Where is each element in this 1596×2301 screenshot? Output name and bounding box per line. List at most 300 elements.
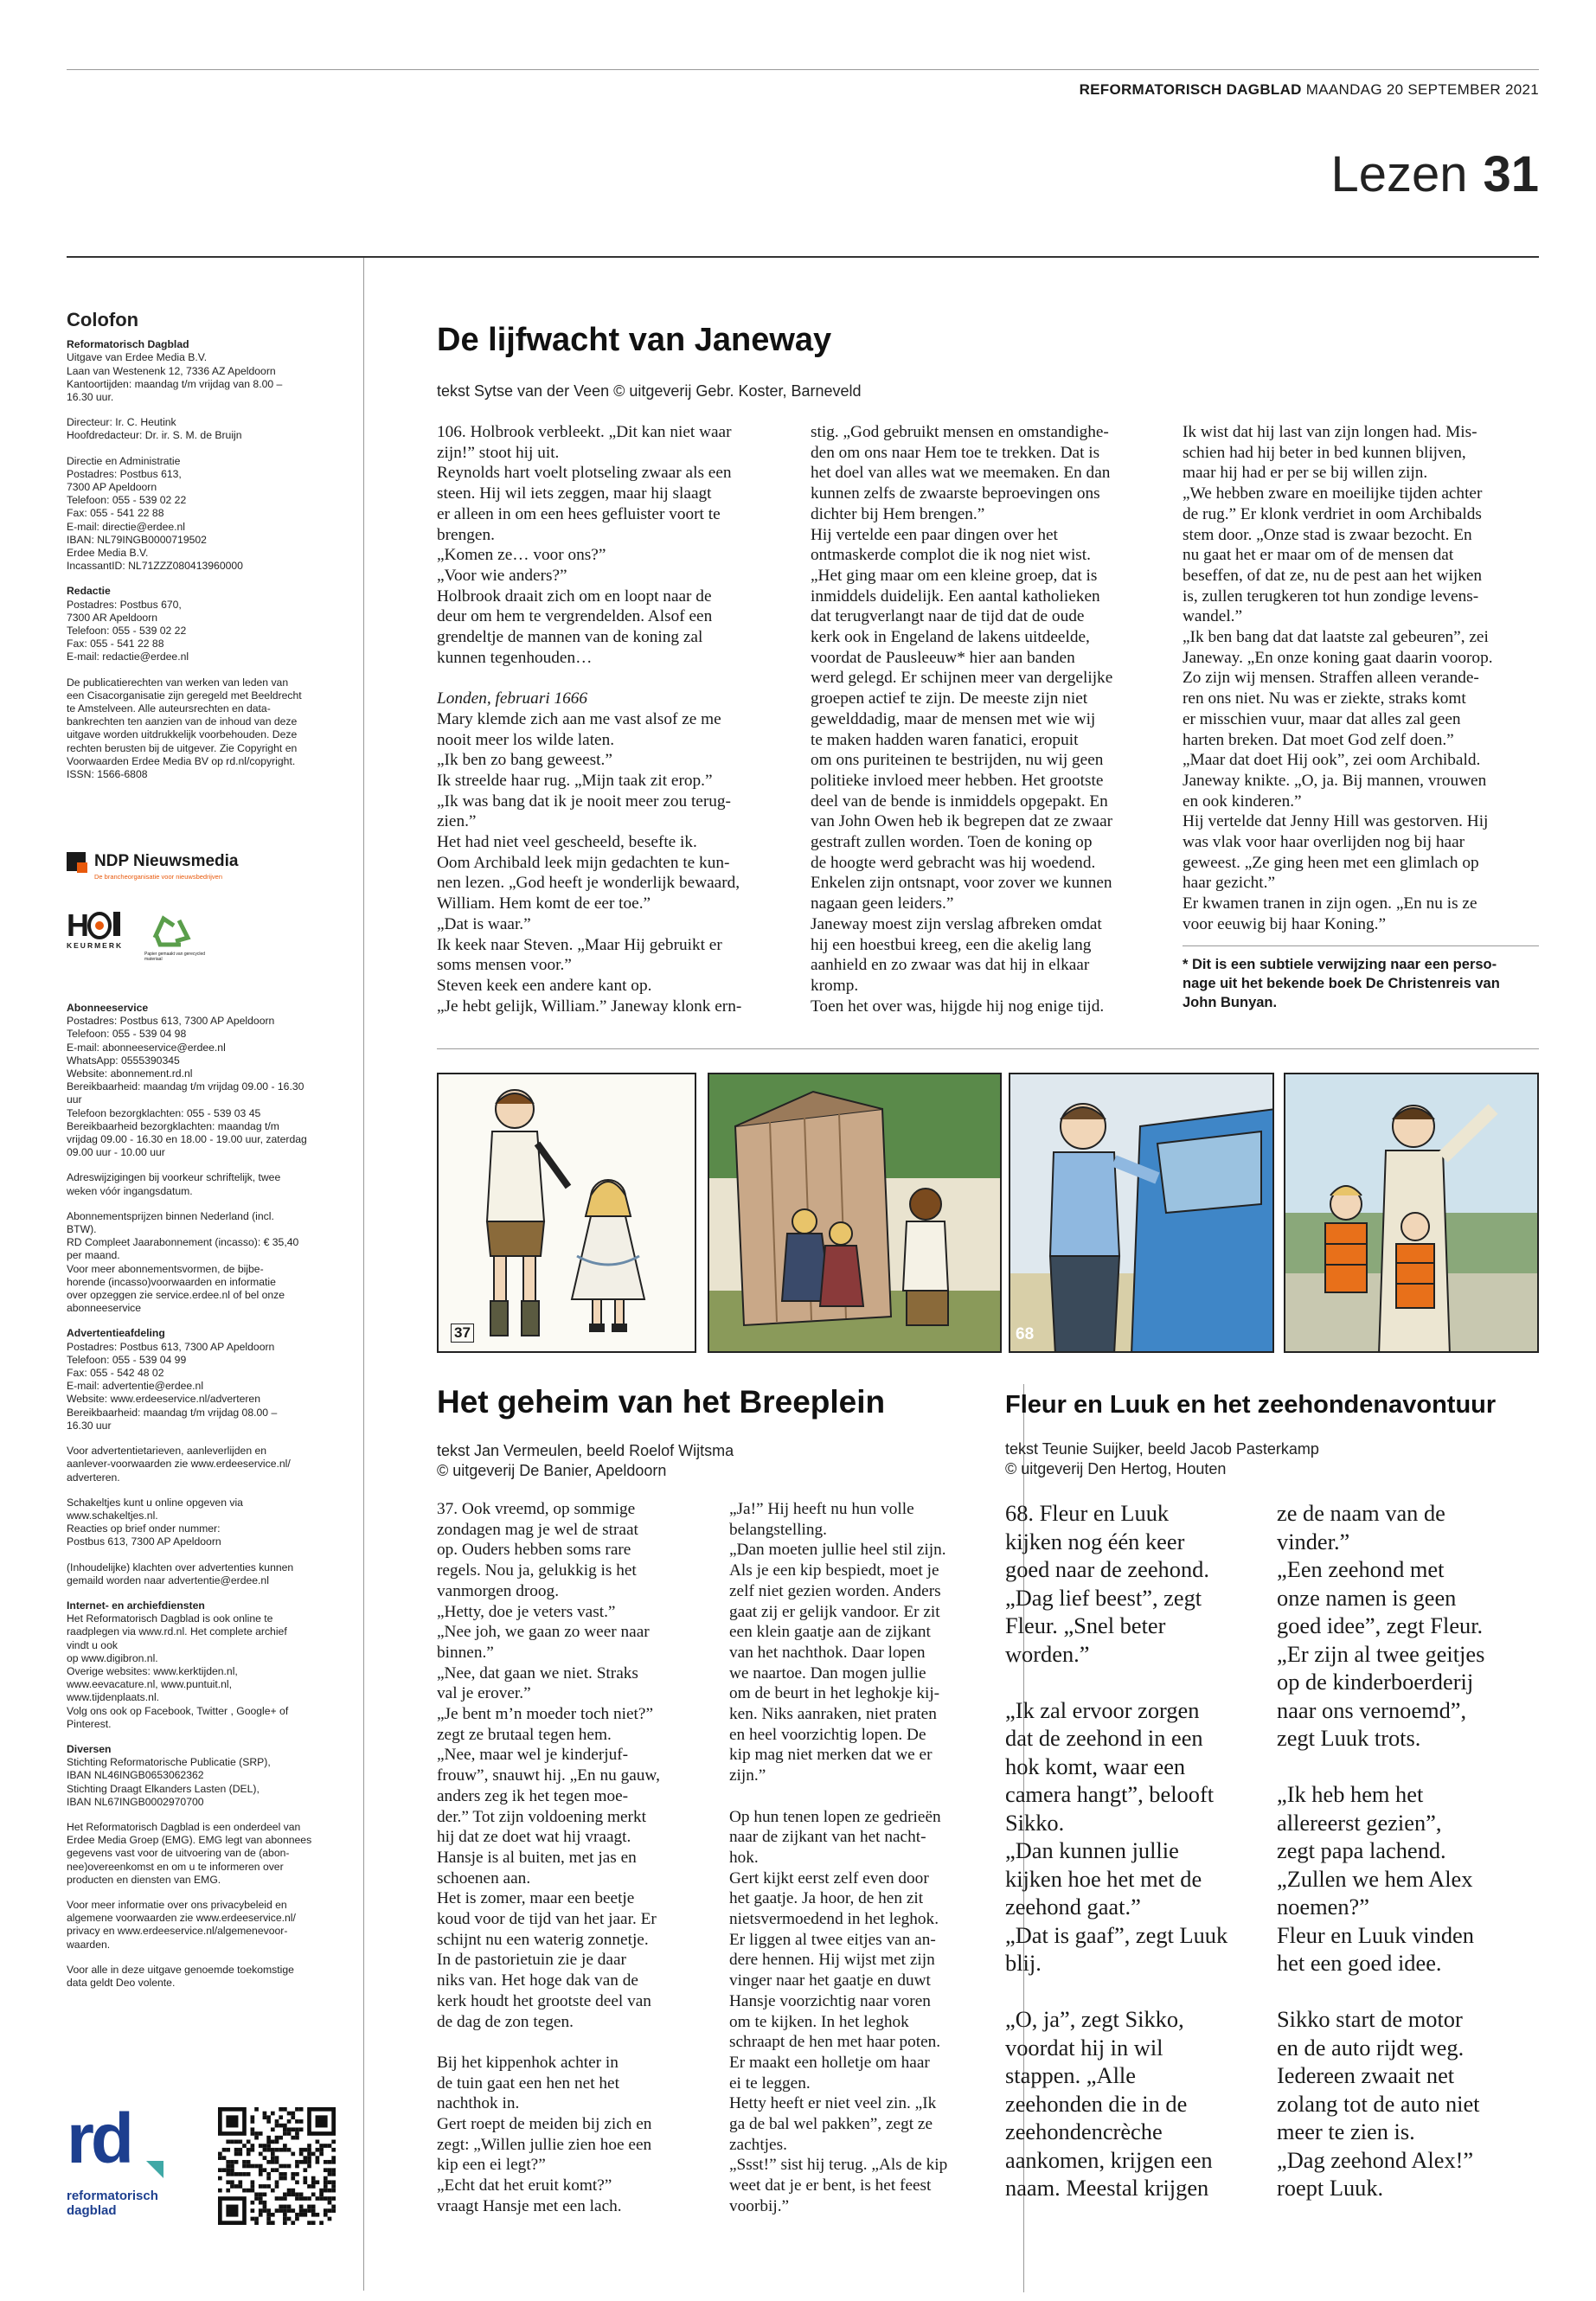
colofon-line: Het Reformatorisch Dagblad is ook online te — [67, 1612, 273, 1625]
text-line: „Dan moeten jullie heel stil zijn. — [729, 1541, 946, 1560]
text-line: 106. Holbrook verbleekt. „Dit kan niet waar — [437, 423, 732, 441]
text-line: dat terugverlangt naar de tijd dat de oude — [811, 607, 1085, 626]
colofon-block — [67, 1497, 352, 1549]
text-line: meer te zien is. — [1277, 2118, 1415, 2144]
text-line: kip een ei legt?” — [437, 2156, 546, 2175]
text-line: zegt: „Willen jullie zien hoe een — [437, 2135, 652, 2154]
text-line: weet dat je er bent, is het feest — [729, 2176, 932, 2195]
text-line: zeehondencrèche — [1005, 2118, 1163, 2144]
text-line: kijken nog één keer — [1005, 1528, 1185, 1554]
text-line: binnen.” — [437, 1643, 494, 1662]
text-line: zegt ze brutaal tegen hem. — [437, 1725, 612, 1744]
text-line: Sikko. — [1005, 1809, 1065, 1836]
text-line: Zo zijn wij mensen. Straffen alleen verande- — [1183, 669, 1479, 688]
text-line: camera hangt”, belooft — [1005, 1781, 1215, 1807]
text-line: van John Owen heb ik begrepen dat ze zwaar — [811, 812, 1113, 831]
text-line: „We hebben zware en moeilijke tijden achter — [1183, 484, 1483, 503]
text-line: Fleur en Luuk vinden — [1277, 1921, 1474, 1948]
text-line: er misschien vuur, maar dat alles zal geen — [1183, 709, 1461, 728]
text-line — [1005, 1668, 1265, 1696]
colofon-line: per maand. — [67, 1249, 120, 1262]
text-line: dere hennen. Hij wijst met zijn — [729, 1951, 935, 1970]
text-line: der.” Tot zijn voldoening merkt — [437, 1807, 646, 1826]
text-line — [1005, 1977, 1265, 2006]
colofon-line: Website: abonnement.rd.nl — [67, 1067, 193, 1080]
text-line: nagaan geen leiders.” — [811, 894, 954, 913]
text-line: „Dat is waar.” — [437, 914, 531, 933]
colofon-line: gemaild worden naar advertentie@erdee.nl — [67, 1574, 269, 1586]
text-line: „Voor wie anders?” — [437, 566, 567, 585]
text-line: ze de naam van de — [1277, 1500, 1445, 1526]
text-line: we naartoe. Dan mogen jullie — [729, 1663, 926, 1682]
text-line: goed idee”, zegt Fleur. — [1277, 1612, 1484, 1638]
colofon-line: 7300 AR Apeldoorn — [67, 611, 158, 624]
colofon-line: IncassantID: NL71ZZZ080413960000 — [67, 560, 243, 573]
colofon-block — [67, 455, 343, 574]
header-rule — [67, 256, 1539, 258]
text-line: en ook kinderen.” — [1183, 792, 1302, 811]
colofon-block — [67, 1561, 352, 1587]
colofon-block-title: Advertentieafdeling — [67, 1327, 165, 1340]
colofon-line: algemene voorwaarden zie www.erdeeservice.nl/ — [67, 1912, 296, 1925]
text-line: „Er zijn al twee geitjes — [1277, 1640, 1485, 1667]
family-waving-illustration — [1285, 1074, 1539, 1353]
colofon-block — [67, 585, 343, 663]
panel-3-number: 68 — [1016, 1325, 1035, 1343]
section-heading — [1330, 145, 1539, 203]
text-line: Janeway. „En onze koning gaat daarin voorop. — [1183, 648, 1493, 667]
colofon-line: Fax: 055 - 541 22 88 — [67, 507, 164, 520]
text-line: 68. Fleur en Luuk — [1005, 1500, 1170, 1526]
text-line: nooit meer los wilde laten. — [437, 730, 615, 749]
colofon-line: Overige websites: www.kerktijden.nl, — [67, 1664, 238, 1677]
text-line — [437, 2032, 712, 2053]
colofon-line: raadplegen via www.rd.nl. Het complete archief — [67, 1625, 287, 1638]
colofon-line: IBAN NL67INGB0002970700 — [67, 1795, 204, 1808]
text-line: „Ik ben zo bang geweest.” — [437, 751, 612, 770]
text-line: ren ons niet. Nu was er ziekte, straks komt — [1183, 689, 1466, 708]
text-line: „Ja!” Hij heeft nu hun volle — [729, 1500, 914, 1518]
text-line: was vlak voor haar overlijden nog bij haar — [1183, 833, 1465, 852]
text-line: Hansje voorzichtig naar voren — [729, 1991, 931, 2010]
text-line: de rug.” Er klonk verdriet in oom Archibalds — [1183, 504, 1482, 523]
text-line: Gert kijkt eerst zelf even door — [729, 1868, 929, 1888]
boy-and-girl-illustration — [439, 1074, 696, 1353]
colofon-line: Directeur: Ir. C. Heutink — [67, 416, 176, 429]
ndp-name: NDP Nieuwsmedia — [94, 852, 239, 870]
article2-column-2 — [729, 1499, 1004, 2217]
text-line — [729, 1786, 1004, 1807]
colofon-block-title: Reformatorisch Dagblad — [67, 338, 189, 351]
text-line: „Nee, maar wel je kinderjuf- — [437, 1746, 629, 1765]
comic-panel-2 — [708, 1073, 1002, 1353]
text-line: de tuin gaat een hen net het — [437, 2073, 619, 2093]
colofon-line: (Inhoudelijke) klachten over advertenties kunnen — [67, 1561, 294, 1574]
colofon-line: uur — [67, 1093, 82, 1106]
text-line: Londen, februari 1666 — [437, 689, 588, 708]
colofon-line: Postadres: Postbus 613, — [67, 467, 182, 480]
text-line: Hansje is al buiten, met jas en — [437, 1848, 637, 1867]
text-line: schraapt de hen met haar poten. — [729, 2033, 941, 2052]
text-line: voorbij.” — [729, 2196, 790, 2215]
text-line: „Ssst!” sist hij terug. „Als de kip — [729, 2156, 948, 2175]
colofon-line: aanlever-voorwaarden zie www.erdeeservice.nl/ — [67, 1458, 291, 1471]
text-line: Er maakt een holletje om haar — [729, 2053, 930, 2072]
text-line: 37. Ook vreemd, op sommige — [437, 1500, 636, 1518]
text-line: Sikko start de motor — [1277, 2006, 1463, 2032]
colofon-line: gegevens vast voor de uitvoering van de (abon- — [67, 1847, 290, 1860]
colofon-line: Website: www.erdeeservice.nl/adverteren — [67, 1393, 260, 1406]
colofon-line: waarden. — [67, 1938, 111, 1951]
text-line: „Dag zeehond Alex!” — [1277, 2146, 1474, 2173]
text-line: „Je bent m’n moeder toch niet?” — [437, 1705, 654, 1724]
man-and-car-illustration — [1010, 1074, 1274, 1353]
colofon-line: Uitgave van Erdee Media B.V. — [67, 351, 208, 364]
colofon-line: IBAN NL46INGB0653062362 — [67, 1769, 204, 1782]
text-line: In de pastorietuin zie je daar — [437, 1951, 626, 1970]
article2-credit-line-2: © uitgeverij De Banier, Apeldoorn — [437, 1462, 667, 1479]
text-line: Hetty heeft er niet veel zin. „Ik — [729, 2094, 937, 2113]
article1-title: De lijfwacht van Janeway — [437, 322, 832, 358]
colofon-title: Colofon — [67, 309, 139, 330]
text-line: goed naar de zeehond. — [1005, 1556, 1209, 1582]
colofon-line: E-mail: advertentie@erdee.nl — [67, 1380, 204, 1393]
text-line: maar hij had er per se bij willen zijn. — [1183, 464, 1428, 483]
colofon-line: BTW). — [67, 1223, 97, 1236]
colofon-line: 16.30 uur. — [67, 391, 114, 404]
text-line: „Echt dat het eruit komt?” — [437, 2176, 612, 2195]
colofon-blocks — [67, 338, 343, 781]
colofon-line: producten en diensten van EMG. — [67, 1873, 221, 1886]
colofon-line: Erdee Media B.V. — [67, 547, 149, 560]
colofon-line: Reacties op brief onder nummer: — [67, 1522, 221, 1535]
text-line: koud voor de tijd van het jaar. Er — [437, 1910, 657, 1929]
colofon-line: nee)overeenkomst en om u te informeren over — [67, 1860, 284, 1873]
text-line: Als je een kip bespiedt, moet je — [729, 1561, 939, 1580]
colofon-line: Stichting Draagt Elkanders Lasten (DEL), — [67, 1782, 260, 1795]
colofon-line: Fax: 055 - 541 22 88 — [67, 638, 164, 651]
colofon-line: Postadres: Postbus 670, — [67, 598, 182, 611]
colofon-line: abonneeservice — [67, 1302, 142, 1315]
text-line: nachthok in. — [437, 2094, 520, 2113]
panel-1-number: 37 — [451, 1324, 474, 1343]
text-line: Ik keek naar Steven. „Maar Hij gebruikt er — [437, 935, 722, 954]
henhouse-illustration — [709, 1074, 1002, 1353]
text-line: „Je hebt gelijk, William.” Janeway klonk ern- — [437, 997, 742, 1016]
text-line: zachtjes. — [729, 2135, 787, 2154]
rd-name-1: reformatorisch — [67, 2189, 158, 2203]
text-line: gestraft zullen worden. Toen de koning op — [811, 833, 1093, 852]
text-line: voordat de Pausleeuw* hier aan banden — [811, 648, 1075, 667]
text-line: deur om hem te vergrendelden. Alsof een — [437, 607, 713, 626]
text-line: vraagt Hansje met een lach. — [437, 2196, 622, 2215]
text-line: „Hetty, doe je veters vast.” — [437, 1602, 616, 1621]
text-line: voordat hij in wil — [1005, 2034, 1163, 2061]
text-line — [1277, 1753, 1536, 1781]
recycle-label: Papier gemaakt van gerecycled materiaal — [144, 952, 206, 962]
text-line: brengen. — [437, 525, 495, 544]
text-line: Steven keek een andere kant op. — [437, 976, 652, 995]
text-line: schoenen aan. — [437, 1868, 531, 1888]
colofon-line: Postadres: Postbus 613, 7300 AP Apeldoorn — [67, 1015, 275, 1028]
text-line: naam. Meestal krijgen — [1005, 2175, 1209, 2201]
colofon-block — [67, 1327, 352, 1433]
text-line: het een goed idee. — [1277, 1950, 1442, 1976]
text-line: „Maar dat doet Hij ook”, zei oom Archibald. — [1183, 751, 1481, 770]
colofon-line: IBAN: NL79INGB0000719502 — [67, 533, 207, 546]
colofon-blocks-2 — [67, 1002, 352, 2002]
text-line: Janeway knikte. „O, ja. Bij mannen, vrouwen — [1183, 771, 1487, 790]
text-line: „Ik ben bang dat dat laatste zal gebeuren”, zei — [1183, 628, 1489, 647]
text-line — [437, 668, 783, 689]
colofon-line: Stichting Reformatorische Publicatie (SRP), — [67, 1756, 271, 1769]
colofon-line: Telefoon bezorgklachten: 055 - 539 03 45 — [67, 1106, 261, 1119]
text-line: aankomen, krijgen een — [1005, 2146, 1213, 2173]
colofon-block — [67, 416, 343, 442]
text-line: voor eeuwig bij haar Koning.” — [1183, 914, 1387, 933]
text-line: hij dat ze doet wat hij vraagt. — [437, 1828, 631, 1847]
text-line: Er liggen al twee eitjes van an- — [729, 1930, 936, 1949]
text-line: Ik streelde haar rug. „Mijn taak zit erop.” — [437, 771, 713, 790]
text-line: naar ons vernoemd”, — [1277, 1696, 1467, 1723]
colofon-line: Telefoon: 055 - 539 04 99 — [67, 1353, 187, 1366]
text-line: de hoogte werd gebracht was hij woedend. — [811, 853, 1096, 872]
text-line: „Nee joh, we gaan zo weer naar — [437, 1623, 650, 1642]
article3-credit-line-1: tekst Teunie Suijker, beeld Jacob Pasterkamp — [1005, 1440, 1319, 1458]
article2-credit — [437, 1441, 734, 1481]
text-line: kerk ook in Engeland de lakens uitdeelde, — [811, 628, 1090, 647]
colofon-line: Kantoortijden: maandag t/m vrijdag van 8.00 – — [67, 377, 283, 390]
issue-date: MAANDAG 20 SEPTEMBER 2021 — [1305, 81, 1539, 98]
text-line: kromp. — [811, 976, 859, 995]
colofon-block-title: Redactie — [67, 585, 111, 598]
text-line: zegt Luuk trots. — [1277, 1725, 1421, 1751]
text-line: nietsvermoedend in het leghok. — [729, 1910, 939, 1929]
keurmerk-logos — [67, 907, 205, 967]
text-line: beseffen, of dat ze, nu de pest aan het wijken — [1183, 566, 1483, 585]
text-line: Fleur. „Snel beter — [1005, 1612, 1166, 1638]
text-line: allereerst gezien”, — [1277, 1809, 1442, 1836]
text-line: „Dan kunnen jullie — [1005, 1837, 1179, 1863]
colofon-block — [67, 1743, 352, 1809]
ndp-tagline: De brancheorganisatie voor nieuwsbedrijven — [94, 873, 223, 881]
text-line: hij een hoestbui kreeg, een die akelig lang — [811, 935, 1092, 954]
text-line: soms mensen voor.” — [437, 956, 572, 975]
colofon-line: op www.digibron.nl. — [67, 1651, 158, 1664]
text-line: John Bunyan. — [1183, 994, 1278, 1010]
text-line: zien.” — [437, 812, 477, 831]
hoi-label: KEURMERK — [67, 941, 124, 950]
text-line: stig. „God gebruikt mensen en omstandighe- — [811, 423, 1109, 441]
text-line — [1277, 1977, 1536, 2006]
text-line: * Dit is een subtiele verwijzing naar een perso- — [1183, 956, 1497, 972]
colofon-line: Volg ons ook op Facebook, Twitter , Google+ of — [67, 1704, 289, 1717]
article3-title: Fleur en Luuk en het zeehondenavontuur — [1005, 1391, 1497, 1419]
text-line: om te kijken. In het leghok — [729, 2012, 909, 2031]
colofon-line: Postbus 613, 7300 AP Apeldoorn — [67, 1535, 221, 1548]
colofon-line: Bereikbaarheid: maandag t/m vrijdag 08.00 – — [67, 1406, 278, 1419]
text-line: het doel van alles wat we meemaken. En dan — [811, 464, 1111, 483]
colofon-line: 7300 AP Apeldoorn — [67, 481, 157, 494]
colofon-line: rechten berusten bij de uitgever. Zie Copyright en — [67, 741, 298, 754]
colofon-line: horende (incasso)voorwaarden en informatie — [67, 1275, 276, 1288]
article2-column-1 — [437, 1499, 712, 2217]
text-line: om de beurt in het leghokje kij- — [729, 1684, 940, 1703]
text-line: stappen. „Alle — [1005, 2062, 1136, 2088]
text-line: kip mag niet merken dat we er — [729, 1746, 933, 1765]
text-line: de dag de zon tegen. — [437, 2012, 574, 2031]
paper-name: REFORMATORISCH DAGBLAD — [1079, 81, 1302, 98]
text-line: dat de zeehond in een — [1005, 1725, 1203, 1751]
text-line: op de kinderboerderij — [1277, 1669, 1474, 1695]
text-line: regels. Nou ja, gelukkig is het — [437, 1561, 637, 1580]
text-line: haar gezicht.” — [1183, 874, 1276, 893]
article3-column-2 — [1277, 1499, 1536, 2202]
text-line: „Dag lief beest”, zegt — [1005, 1584, 1202, 1611]
text-line: Ik wist dat hij last van zijn longen had. Mis- — [1183, 423, 1477, 441]
text-line: op. Ouders hebben soms rare — [437, 1541, 631, 1560]
text-line: val je erover.” — [437, 1684, 531, 1703]
comic-panel-4 — [1284, 1073, 1539, 1353]
text-line: inmiddels duidelijk. Een aantal katholieken — [811, 586, 1100, 606]
colofon-block-title: Diversen — [67, 1742, 112, 1755]
colofon-line: te Amstelveen. Alle auteursrechten en data- — [67, 702, 271, 715]
colofon-line: bankrechten ten aanzien van de inhoud van deze — [67, 715, 298, 728]
text-line: roept Luuk. — [1277, 2175, 1384, 2201]
text-line: er alleen in om een hees gefluister voort te — [437, 504, 721, 523]
text-line: den om ons naar Hem toe te trekken. Dat is — [811, 443, 1100, 462]
colofon-line: privacy en www.erdeeservice.nl/algemenevoor- — [67, 1925, 288, 1938]
text-line: Mary klemde zich aan me vast alsof ze me — [437, 709, 721, 728]
colofon-line: Bereikbaarheid bezorgklachten: maandag t/m — [67, 1119, 279, 1132]
text-line: vinger naar het gaatje en duwt — [729, 1971, 931, 1990]
article1-column-3 — [1183, 422, 1539, 1012]
colofon-line: uitgave worden uitdrukkelijk voorbehouden. Deze — [67, 728, 298, 741]
colofon-line: www.eevacature.nl, www.puntuit.nl, — [67, 1678, 233, 1691]
text-line: ontmaskerde complot die ik nog niet wist. — [811, 546, 1091, 565]
colofon-line: adverteren. — [67, 1471, 120, 1484]
colofon-block — [67, 1171, 352, 1197]
colofon-block — [67, 1821, 352, 1887]
text-line: Toen het over was, hijgde hij nog enige tijd. — [811, 997, 1105, 1016]
text-line: kunnen tegenhouden… — [437, 648, 593, 667]
colofon-line: Telefoon: 055 - 539 02 22 — [67, 625, 187, 638]
text-line: hok. — [729, 1848, 759, 1867]
text-line: worden.” — [1005, 1640, 1090, 1667]
text-line: grendeltje de mannen van de koning zal — [437, 628, 703, 647]
text-line: gewelddadig, maar de mensen met wie wij — [811, 709, 1096, 728]
colofon-line: Telefoon: 055 - 539 04 98 — [67, 1028, 187, 1041]
text-line: schijnt nu een waterig zonnetje. — [437, 1930, 649, 1949]
text-line: kijken hoe het met de — [1005, 1865, 1202, 1892]
text-line: harten breken. Dat moet God zelf doen.” — [1183, 730, 1454, 749]
colofon — [67, 309, 343, 793]
text-line: zijn!” stoot hij uit. — [437, 443, 560, 462]
text-line: aanhield en zo zwaar was dat hij in elkaar — [811, 956, 1090, 975]
text-line: niks van. Het hoge dak van de — [437, 1971, 638, 1990]
rd-accent-icon — [146, 2161, 172, 2187]
text-line: geweest. „Ze ging heen met een glimlach op — [1183, 853, 1479, 872]
text-line: en heel voorzichtig lopen. De — [729, 1725, 926, 1744]
text-line: belangstelling. — [729, 1520, 827, 1539]
colofon-line: 09.00 uur - 10.00 uur — [67, 1146, 165, 1159]
article3-credit — [1005, 1439, 1319, 1479]
text-line: van het nachthok. Daar lopen — [729, 1643, 926, 1662]
colofon-line: Hoofdredacteur: Dr. ir. S. M. de Bruijn — [67, 429, 242, 442]
header-divider — [67, 69, 1539, 70]
colofon-line: 16.30 uur — [67, 1419, 112, 1432]
text-line: vanmorgen droog. — [437, 1581, 560, 1600]
colofon-line: Bereikbaarheid: maandag t/m vrijdag 09.00 - 16.30 — [67, 1080, 304, 1093]
text-line: „Ik heb hem het — [1277, 1781, 1424, 1807]
colofon-line: E-mail: abonneeservice@erdee.nl — [67, 1041, 226, 1054]
text-line: Gert roept de meiden bij zich en — [437, 2115, 652, 2134]
text-line: nen lezen. „God heeft je wonderlijk bewaard, — [437, 874, 740, 893]
colofon-line: WhatsApp: 0555390345 — [67, 1054, 180, 1067]
text-line: „Zullen we hem Alex — [1277, 1865, 1473, 1892]
colofon-line: vrijdag 09.00 - 16.30 en 18.00 - 19.00 uur, zaterdag — [67, 1133, 307, 1146]
colofon-line: over opzeggen zie service.erdee.nl of bel onze — [67, 1289, 285, 1302]
header-masthead — [1080, 81, 1539, 99]
colofon-line: Postadres: Postbus 613, 7300 AP Apeldoorn — [67, 1340, 275, 1353]
text-line: ga de bal wel pakken”, zegt ze — [729, 2115, 933, 2134]
text-line: „Ik was bang dat ik je nooit meer zou terug- — [437, 792, 731, 811]
text-line: „Komen ze… voor ons?” — [437, 546, 606, 565]
text-line: zeehond gaat.” — [1005, 1894, 1141, 1920]
text-line: „Het ging maar om een kleine groep, dat is — [811, 566, 1098, 585]
colofon-line: Voorwaarden Erdee Media BV op rd.nl/copyright. — [67, 754, 296, 767]
colofon-line: Voor alle in deze uitgave genoemde toekomstige — [67, 1963, 294, 1976]
text-line: Holbrook draait zich om en loopt naar de — [437, 586, 712, 606]
colofon-line: Voor advertentietarieven, aanleverlijden en — [67, 1445, 267, 1458]
text-line: „Dat is gaaf”, zegt Luuk — [1005, 1921, 1228, 1948]
colofon-line: Telefoon: 055 - 539 02 22 — [67, 494, 187, 507]
text-line: en de auto rijdt weg. — [1277, 2034, 1465, 2061]
colofon-block — [67, 676, 343, 782]
colofon-line: Fax: 055 - 542 48 02 — [67, 1367, 164, 1380]
article1-column-1 — [437, 422, 783, 1016]
text-line: steen. Hij wil iets zeggen, maar hij slaagt — [437, 484, 712, 503]
text-line: ei te leggen. — [729, 2073, 811, 2093]
colofon-block — [67, 1445, 352, 1484]
text-line: Hij vertelde dat Jenny Hill was gestorven. Hij — [1183, 812, 1489, 831]
text-line: anders zeg ik het tegen moe- — [437, 1786, 629, 1805]
colofon-line: vindt u ook — [67, 1638, 118, 1651]
text-line: Hij vertelde een paar dingen over het — [811, 525, 1058, 544]
text-line: kunnen zelfs de zwaarste beproevingen ons — [811, 484, 1100, 503]
text-line: zeehonden die in de — [1005, 2090, 1188, 2117]
text-line: politieke invloed meer hebben. Het grootste — [811, 771, 1104, 790]
text-line: „Een zeehond met — [1277, 1556, 1445, 1582]
text-line: Er kwamen tranen in zijn ogen. „En nu is ze — [1183, 894, 1477, 913]
text-line: zelf niet gezien worden. Anders — [729, 1581, 941, 1600]
colofon-line: ISSN: 1566-6808 — [67, 768, 148, 781]
text-line: te maken hadden waren fanatici, eropuit — [811, 730, 1079, 749]
text-line: groepen actief te zijn. De meeste zijn niet — [811, 689, 1088, 708]
colofon-block — [67, 1002, 352, 1159]
article1-credit: tekst Sytse van der Veen © uitgeverij Gebr. Koster, Barneveld — [437, 382, 862, 400]
colofon-line: E-mail: directie@erdee.nl — [67, 520, 186, 533]
colofon-line: RD Compleet Jaarabonnement (incasso): € 35,40 — [67, 1236, 299, 1249]
rd-logo-mark: rd — [67, 2099, 131, 2178]
colofon-line: Erdee Media Groep (EMG). EMG legt van abonnees — [67, 1834, 312, 1847]
colofon-block-title: Abonneeservice — [67, 1002, 149, 1014]
colofon-line: Schakeltjes kunt u online opgeven via — [67, 1496, 243, 1509]
colofon-block — [67, 338, 343, 404]
colofon-block — [67, 1899, 352, 1952]
text-line: zegt papa lachend. — [1277, 1837, 1446, 1863]
text-line: Het had niet veel gescheeld, besefte ik. — [437, 833, 697, 852]
